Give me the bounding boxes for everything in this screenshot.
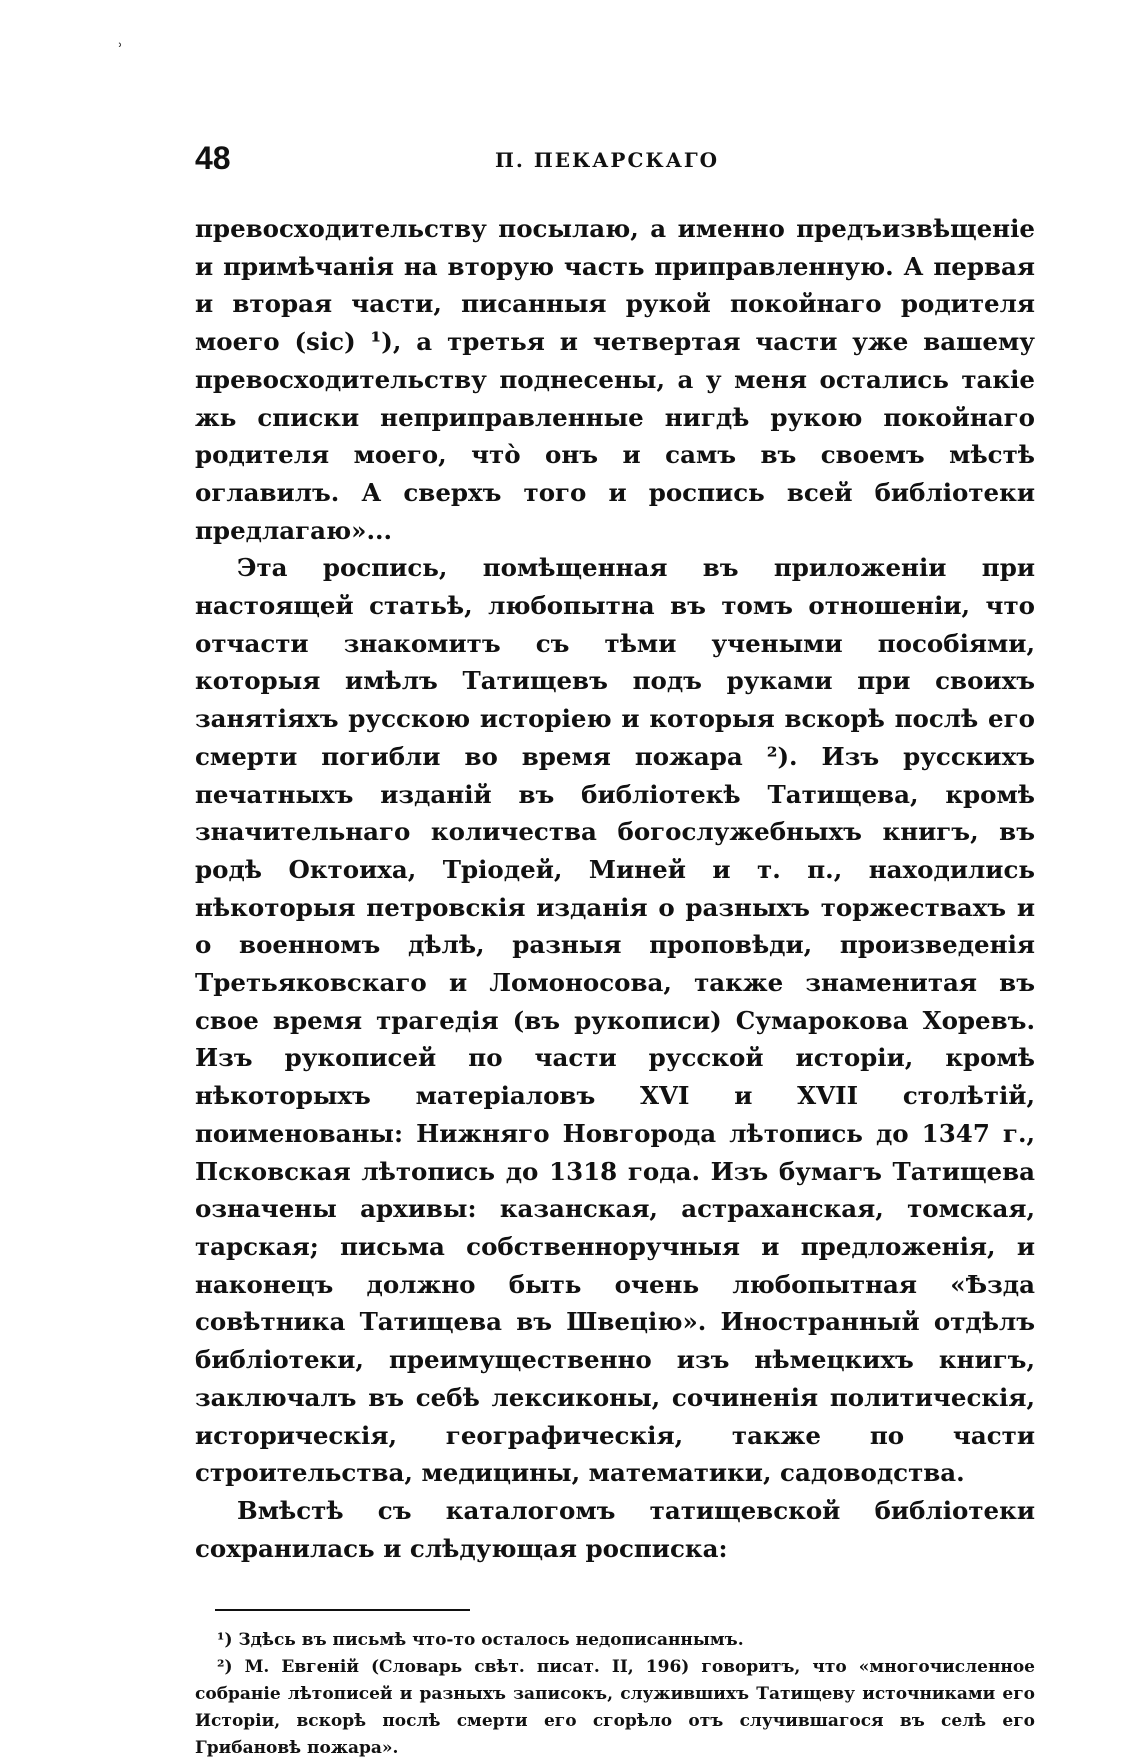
paragraph-library-inventory: Эта роспись, помѣщенная въ приложеніи при настоящей статьѣ, любопытна въ томъ отношеніи, что отчасти знакомитъ съ тѣми учеными пособіями, которыя имѣлъ Татищевъ подъ руками при своихъ занятіяхъ русскою исторіею и которыя вскорѣ послѣ его смерти погибли во время пожара ²). Изъ русскихъ печатныхъ изданій въ библіотекѣ Татищева, кромѣ значительнаго количества богослужебныхъ книгъ, въ родѣ Октоиха, Тріодей, Миней и т. п., находились нѣкоторыя петровскія изданія о разныхъ торжествахъ и о военномъ дѣлѣ, разныя проповѣди, произведенія Третьяковскаго и Ломоносова, также знаменитая въ свое время трагедія (въ рукописи) Сумарокова Хоревъ. Изъ рукописей по части русской исторіи, кромѣ нѣкоторыхъ матеріаловъ XVI и XVII столѣтій, поименованы: Нижняго Новгорода лѣтопись до 1347 г., Псковская лѣтопись до 1318 года. Изъ бумагъ Татищева означены архивы: казанская, астраханская, томская, тарская; письма собственноручныя и предложенія, и наконецъ должно быть очень любопытная «Ѣзда совѣтника Татищева въ Швецію». Иностранный отдѣлъ библіотеки, преимущественно изъ нѣмецкихъ книгъ, заключалъ въ себѣ лексиконы, сочиненія политическія, историческія, географическія, также по части строительства, медицины, математики, садоводства. <box>195 553 1035 1488</box>
scan-speck: ʾ <box>118 40 123 59</box>
page-header <box>195 140 1035 180</box>
page-number: 48 <box>195 140 231 176</box>
footnote-2: ²) М. Евгеній (Словарь свѣт. писат. II, 196) говоритъ, что «многочисленное собраніе лѣтописей и разныхъ записокъ, служившихъ Татищеву источниками его Исторіи, вскорѣ послѣ смерти его сгорѣло отъ случившагося въ селѣ его Грибановѣ пожара». <box>195 1657 1035 1759</box>
main-text <box>195 210 1035 1567</box>
paragraph-receipt-intro: Вмѣстѣ съ каталогомъ татищевской библіотеки сохранилась и слѣдующая росписка: <box>195 1495 1035 1563</box>
footnote-1: ¹) Здѣсь въ письмѣ что-то осталось недописаннымъ. <box>217 1630 744 1651</box>
book-page <box>195 140 1035 1762</box>
footnotes <box>195 1627 1035 1762</box>
footnote-divider <box>215 1609 470 1611</box>
running-head: П. ПЕКАРСКАГО <box>495 148 720 172</box>
paragraph-continuation: превосходительству посылаю, а именно предъизвѣщеніе и примѣчанія на вторую часть приправленную. А первая и вторая части, писанныя рукой покойнаго родителя моего (sic) ¹), а третья и четвертая части уже вашему превосходительству поднесены, а у меня остались такіе жь списки неприправленные нигдѣ рукою покойнаго родителя моего, чтò онъ и самъ въ своемъ мѣстѣ оглавилъ. А сверхъ того и роспись всей библіотеки предлагаю»... <box>195 214 1035 545</box>
